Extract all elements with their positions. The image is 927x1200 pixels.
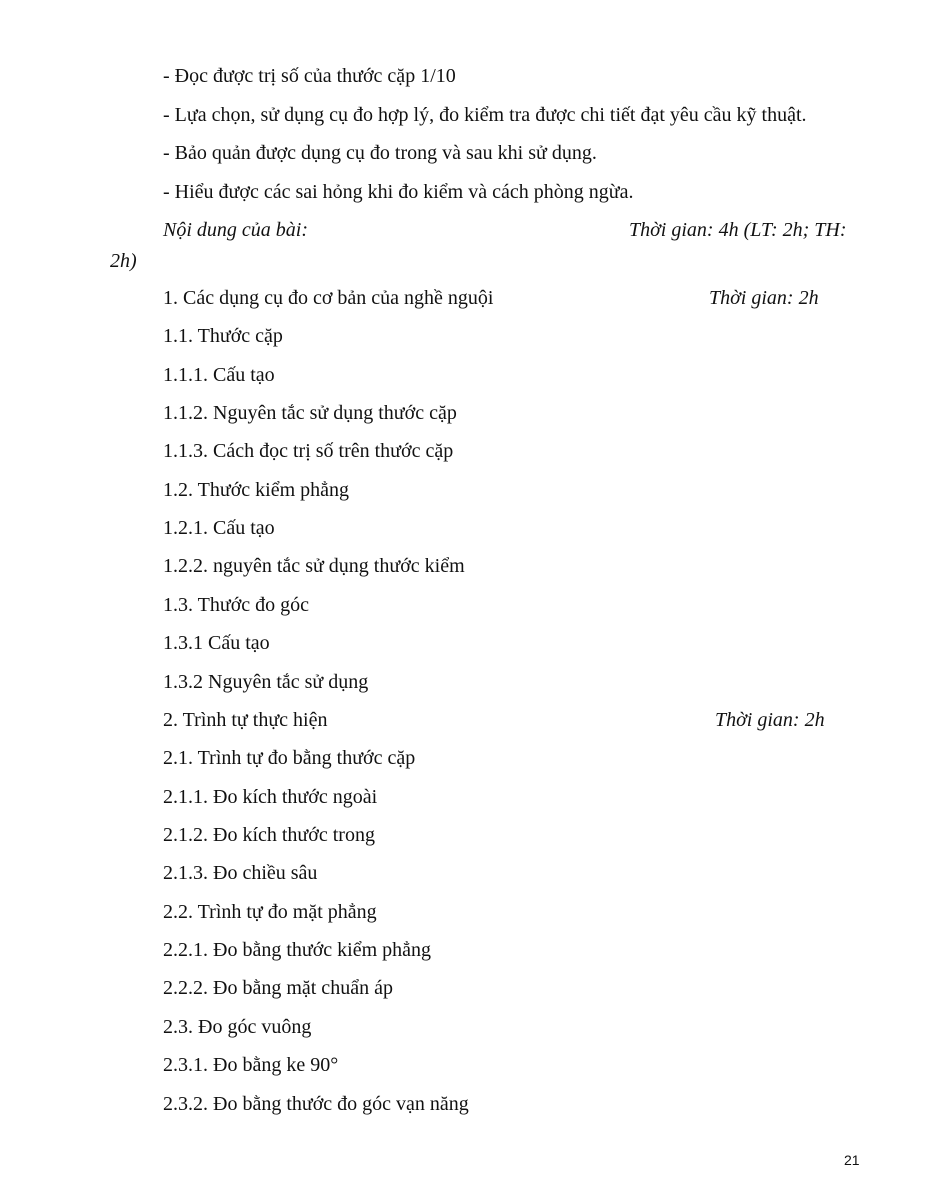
lesson-content-heading: Nội dung của bài:	[163, 219, 308, 241]
toc-item: 2.2. Trình tự đo mặt phẳng	[163, 901, 377, 923]
toc-item: 1.2. Thước kiểm phẳng	[163, 479, 350, 501]
objective-line: - Hiểu được các sai hỏng khi đo kiểm và cách phòng ngừa.	[163, 181, 634, 203]
section-heading: 2. Trình tự thực hiện	[163, 709, 328, 731]
objective-line: - Bảo quản được dụng cụ đo trong và sau khi sử dụng.	[163, 142, 597, 164]
toc-item: 2.2.2. Đo bằng mặt chuẩn áp	[163, 977, 393, 999]
toc-item: 1.1.1. Cấu tạo	[163, 364, 275, 386]
page-number: 21	[844, 1152, 860, 1168]
toc-item: 1.3.2 Nguyên tắc sử dụng	[163, 671, 369, 693]
toc-item: 1.1.2. Nguyên tắc sử dụng thước cặp	[163, 402, 457, 424]
toc-item: 1.3. Thước đo góc	[163, 594, 310, 616]
lesson-time-total-continued: 2h)	[110, 250, 137, 272]
toc-item: 2.3.2. Đo bằng thước đo góc vạn năng	[163, 1093, 469, 1115]
objective-line: - Đọc được trị số của thước cặp 1/10	[163, 65, 456, 87]
section-time: Thời gian: 2h	[709, 287, 819, 309]
toc-item: 2.1. Trình tự đo bằng thước cặp	[163, 747, 416, 769]
lesson-time-total: Thời gian: 4h (LT: 2h; TH:	[629, 219, 847, 241]
section-time: Thời gian: 2h	[715, 709, 825, 731]
toc-item: 1.2.1. Cấu tạo	[163, 517, 275, 539]
toc-item: 2.1.1. Đo kích thước ngoài	[163, 786, 378, 808]
toc-item: 2.3. Đo góc vuông	[163, 1016, 312, 1038]
section-heading: 1. Các dụng cụ đo cơ bản của nghề nguội	[163, 287, 494, 309]
toc-item: 1.2.2. nguyên tắc sử dụng thước kiểm	[163, 555, 465, 577]
toc-item: 1.3.1 Cấu tạo	[163, 632, 270, 654]
toc-item: 2.1.3. Đo chiều sâu	[163, 862, 318, 884]
toc-item: 2.1.2. Đo kích thước trong	[163, 824, 375, 846]
toc-item: 2.2.1. Đo bằng thước kiểm phẳng	[163, 939, 432, 961]
toc-item: 1.1.3. Cách đọc trị số trên thước cặp	[163, 440, 454, 462]
objective-line: - Lựa chọn, sử dụng cụ đo hợp lý, đo kiểm tra được chi tiết đạt yêu cầu kỹ thuật.	[163, 104, 807, 126]
toc-item: 2.3.1. Đo bằng ke 90°	[163, 1054, 339, 1076]
toc-item: 1.1. Thước cặp	[163, 325, 283, 347]
